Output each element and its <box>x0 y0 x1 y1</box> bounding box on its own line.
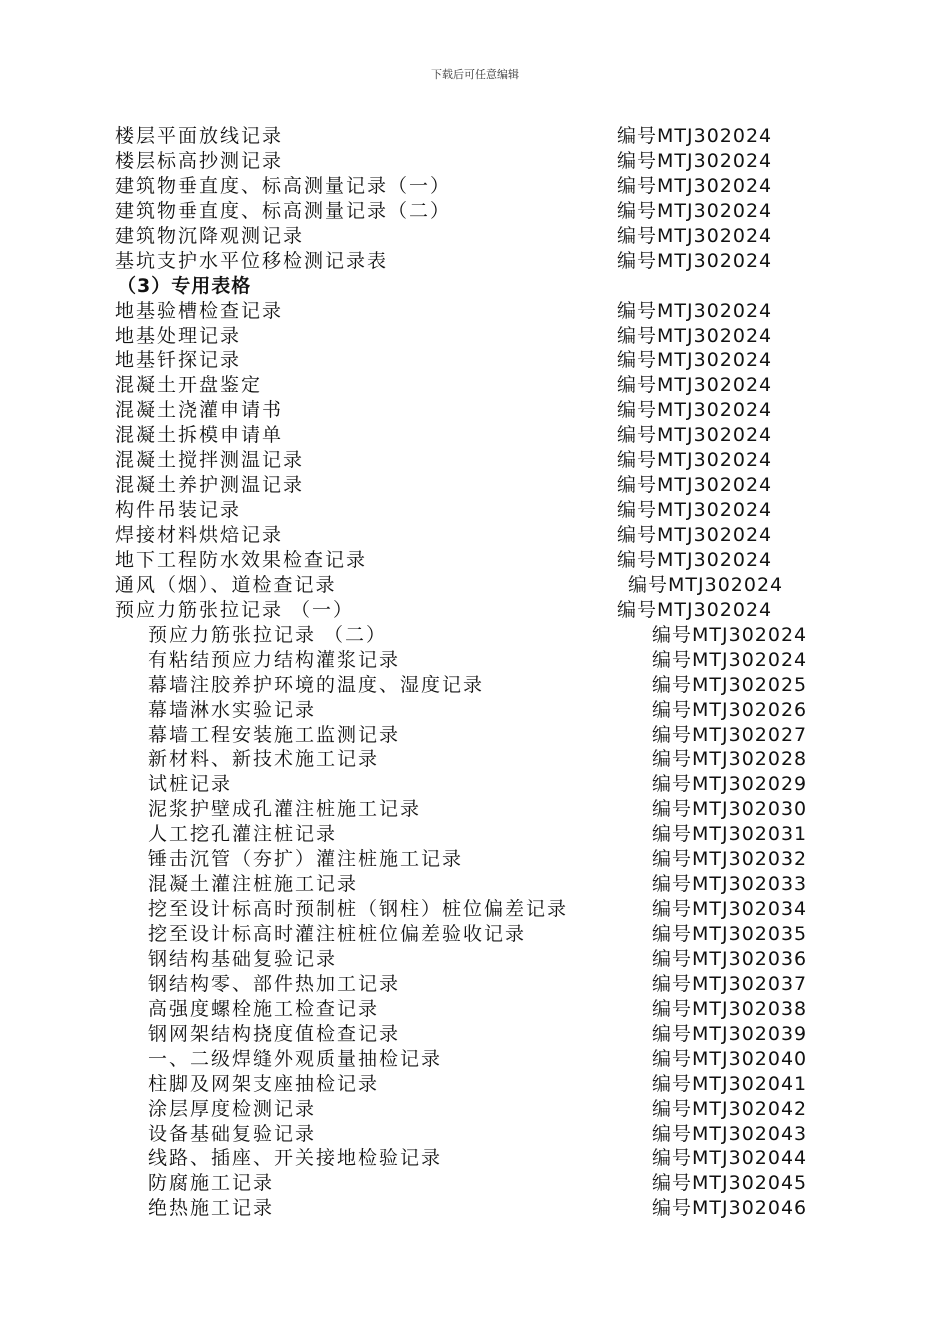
record-title: 基坑支护水平位移检测记录表 <box>115 249 389 272</box>
record-code: 编号MTJ302030 <box>652 798 808 821</box>
record-title: 挖至设计标高时灌注桩桩位偏差验收记录 <box>148 923 527 945</box>
record-code: 编号MTJ302029 <box>652 773 808 796</box>
record-row <box>0 1022 950 1047</box>
record-title: 钢结构零、部件热加工记录 <box>148 972 401 995</box>
record-code: 编号MTJ302043 <box>652 1122 808 1145</box>
record-row <box>0 473 950 498</box>
record-title: 锤击沉管（夯扩）灌注桩施工记录 <box>148 848 464 871</box>
record-row <box>0 1122 950 1147</box>
record-row <box>0 847 950 872</box>
record-row <box>0 598 950 623</box>
record-title: 幕墙淋水实验记录 <box>148 698 317 721</box>
record-row <box>0 922 950 947</box>
record-title: 楼层标高抄测记录 <box>115 149 284 172</box>
record-code: 编号MTJ302039 <box>652 1022 808 1045</box>
record-row <box>0 1097 950 1122</box>
record-title: 试桩记录 <box>148 773 233 796</box>
page-header: 下载后可任意编辑 <box>431 68 519 81</box>
record-title: 焊接材料烘焙记录 <box>115 524 284 546</box>
record-code: 编号MTJ302032 <box>652 848 808 871</box>
record-title: 混凝土搅拌测温记录 <box>115 449 305 472</box>
record-code: 编号MTJ302024 <box>617 324 773 347</box>
record-code: 编号MTJ302027 <box>652 723 808 746</box>
record-row <box>0 398 950 423</box>
record-row <box>0 673 950 698</box>
record-row <box>0 997 950 1022</box>
record-title: 绝热施工记录 <box>148 1197 275 1220</box>
record-title: 混凝土开盘鉴定 <box>115 374 263 397</box>
record-title: 新材料、新技术施工记录 <box>148 748 380 771</box>
record-code: 编号MTJ302044 <box>652 1147 808 1170</box>
record-title: 有粘结预应力结构灌浆记录 <box>148 648 401 671</box>
record-title: 设备基础复验记录 <box>148 1122 317 1145</box>
record-code: 编号MTJ302024 <box>617 449 773 472</box>
record-row <box>0 797 950 822</box>
record-code: 编号MTJ302024 <box>617 224 773 247</box>
record-row <box>0 723 950 748</box>
record-code: 编号MTJ302024 <box>617 299 773 322</box>
record-row <box>0 573 950 598</box>
record-code: 编号MTJ302025 <box>652 673 808 696</box>
record-row <box>0 1047 950 1072</box>
record-title: 人工挖孔灌注桩记录 <box>148 823 338 846</box>
record-title: 一、二级焊缝外观质量抽检记录 <box>148 1047 443 1070</box>
record-row <box>0 299 950 324</box>
record-title: 钢结构基础复验记录 <box>148 947 338 970</box>
record-title: 建筑物垂直度、标高测量记录（一） <box>115 174 452 197</box>
record-title: 柱脚及网架支座抽检记录 <box>148 1072 380 1095</box>
record-row <box>0 623 950 648</box>
record-code: 编号MTJ302024 <box>617 174 773 197</box>
record-row <box>0 947 950 972</box>
record-code: 编号MTJ302024 <box>617 149 773 172</box>
record-code: 编号MTJ302037 <box>652 972 808 995</box>
record-title: 混凝土灌注桩施工记录 <box>148 873 359 896</box>
record-title: 构件吊装记录 <box>115 499 242 522</box>
record-code: 编号MTJ302024 <box>617 598 773 621</box>
record-row <box>0 324 950 349</box>
record-code: 编号MTJ302036 <box>652 947 808 970</box>
record-row <box>0 124 950 149</box>
record-title: 通风（烟）、道检查记录 <box>115 573 337 596</box>
record-row <box>0 1146 950 1171</box>
record-code: 编号MTJ302024 <box>652 623 808 646</box>
record-row <box>0 897 950 922</box>
record-code: 编号MTJ302024 <box>617 349 773 372</box>
record-row <box>0 523 950 548</box>
record-code: 编号MTJ302033 <box>652 873 808 896</box>
record-row <box>0 872 950 897</box>
record-code: 编号MTJ302028 <box>652 748 808 771</box>
record-row <box>0 772 950 797</box>
record-code: 编号MTJ302024 <box>617 199 773 222</box>
record-code: 编号MTJ302045 <box>652 1172 808 1195</box>
record-code: 编号MTJ302024 <box>617 474 773 497</box>
record-row <box>0 199 950 224</box>
record-title: 混凝土拆模申请单 <box>115 424 284 447</box>
record-title: 建筑物沉降观测记录 <box>115 224 305 247</box>
record-row <box>0 1196 950 1221</box>
section-heading <box>0 274 950 299</box>
record-row <box>0 249 950 274</box>
record-code: 编号MTJ302034 <box>652 898 808 921</box>
record-list <box>0 124 950 1221</box>
record-title: 预应力筋张拉记录 （一） <box>115 598 355 621</box>
record-code: 编号MTJ302024 <box>652 648 808 671</box>
record-code: 编号MTJ302040 <box>652 1047 808 1070</box>
record-code: 编号MTJ302024 <box>617 524 773 546</box>
record-row <box>0 448 950 473</box>
record-row <box>0 498 950 523</box>
record-row <box>0 224 950 249</box>
record-row <box>0 149 950 174</box>
record-title: 混凝土浇灌申请书 <box>115 399 284 422</box>
record-row <box>0 373 950 398</box>
record-row <box>0 423 950 448</box>
record-row <box>0 1072 950 1097</box>
record-code: 编号MTJ302041 <box>652 1072 808 1095</box>
record-title: 幕墙工程安装施工监测记录 <box>148 723 401 746</box>
record-title: 楼层平面放线记录 <box>115 125 284 147</box>
record-code: 编号MTJ302024 <box>617 499 773 522</box>
record-title: 涂层厚度检测记录 <box>148 1097 317 1120</box>
record-title: 防腐施工记录 <box>148 1172 275 1195</box>
record-row <box>0 548 950 573</box>
record-title: 地基验槽检查记录 <box>115 299 284 322</box>
record-title: 泥浆护壁成孔灌注桩施工记录 <box>148 798 422 821</box>
record-title: 地下工程防水效果检查记录 <box>115 548 368 571</box>
record-title: 高强度螺栓施工检查记录 <box>148 997 380 1020</box>
record-code: 编号MTJ302031 <box>652 823 808 846</box>
record-code: 编号MTJ302024 <box>617 374 773 397</box>
record-title: 地基处理记录 <box>115 324 242 347</box>
record-code: 编号MTJ302024 <box>617 125 773 147</box>
record-code: 编号MTJ302024 <box>617 399 773 422</box>
record-row <box>0 174 950 199</box>
record-code: 编号MTJ302024 <box>617 424 773 447</box>
record-title: 混凝土养护测温记录 <box>115 474 305 497</box>
record-code: 编号MTJ302035 <box>652 923 808 945</box>
record-title: 线路、插座、开关接地检验记录 <box>148 1147 443 1170</box>
record-title: 建筑物垂直度、标高测量记录（二） <box>115 199 452 222</box>
record-code: 编号MTJ302024 <box>617 249 773 272</box>
record-code: 编号MTJ302024 <box>628 573 784 596</box>
record-row <box>0 698 950 723</box>
record-title: （3）专用表格 <box>117 274 252 297</box>
record-row <box>0 747 950 772</box>
record-title: 挖至设计标高时预制桩（钢柱）桩位偏差记录 <box>148 898 569 921</box>
record-title: 钢网架结构挠度值检查记录 <box>148 1022 401 1045</box>
record-code: 编号MTJ302042 <box>652 1097 808 1120</box>
record-row <box>0 348 950 373</box>
record-row <box>0 648 950 673</box>
record-code: 编号MTJ302026 <box>652 698 808 721</box>
record-code: 编号MTJ302024 <box>617 548 773 571</box>
record-row <box>0 1171 950 1196</box>
record-title: 地基钎探记录 <box>115 349 242 372</box>
record-code: 编号MTJ302038 <box>652 997 808 1020</box>
record-code: 编号MTJ302046 <box>652 1197 808 1220</box>
record-title: 幕墙注胶养护环境的温度、湿度记录 <box>148 673 485 696</box>
record-row <box>0 972 950 997</box>
record-title: 预应力筋张拉记录 （二） <box>148 623 388 646</box>
record-row <box>0 822 950 847</box>
